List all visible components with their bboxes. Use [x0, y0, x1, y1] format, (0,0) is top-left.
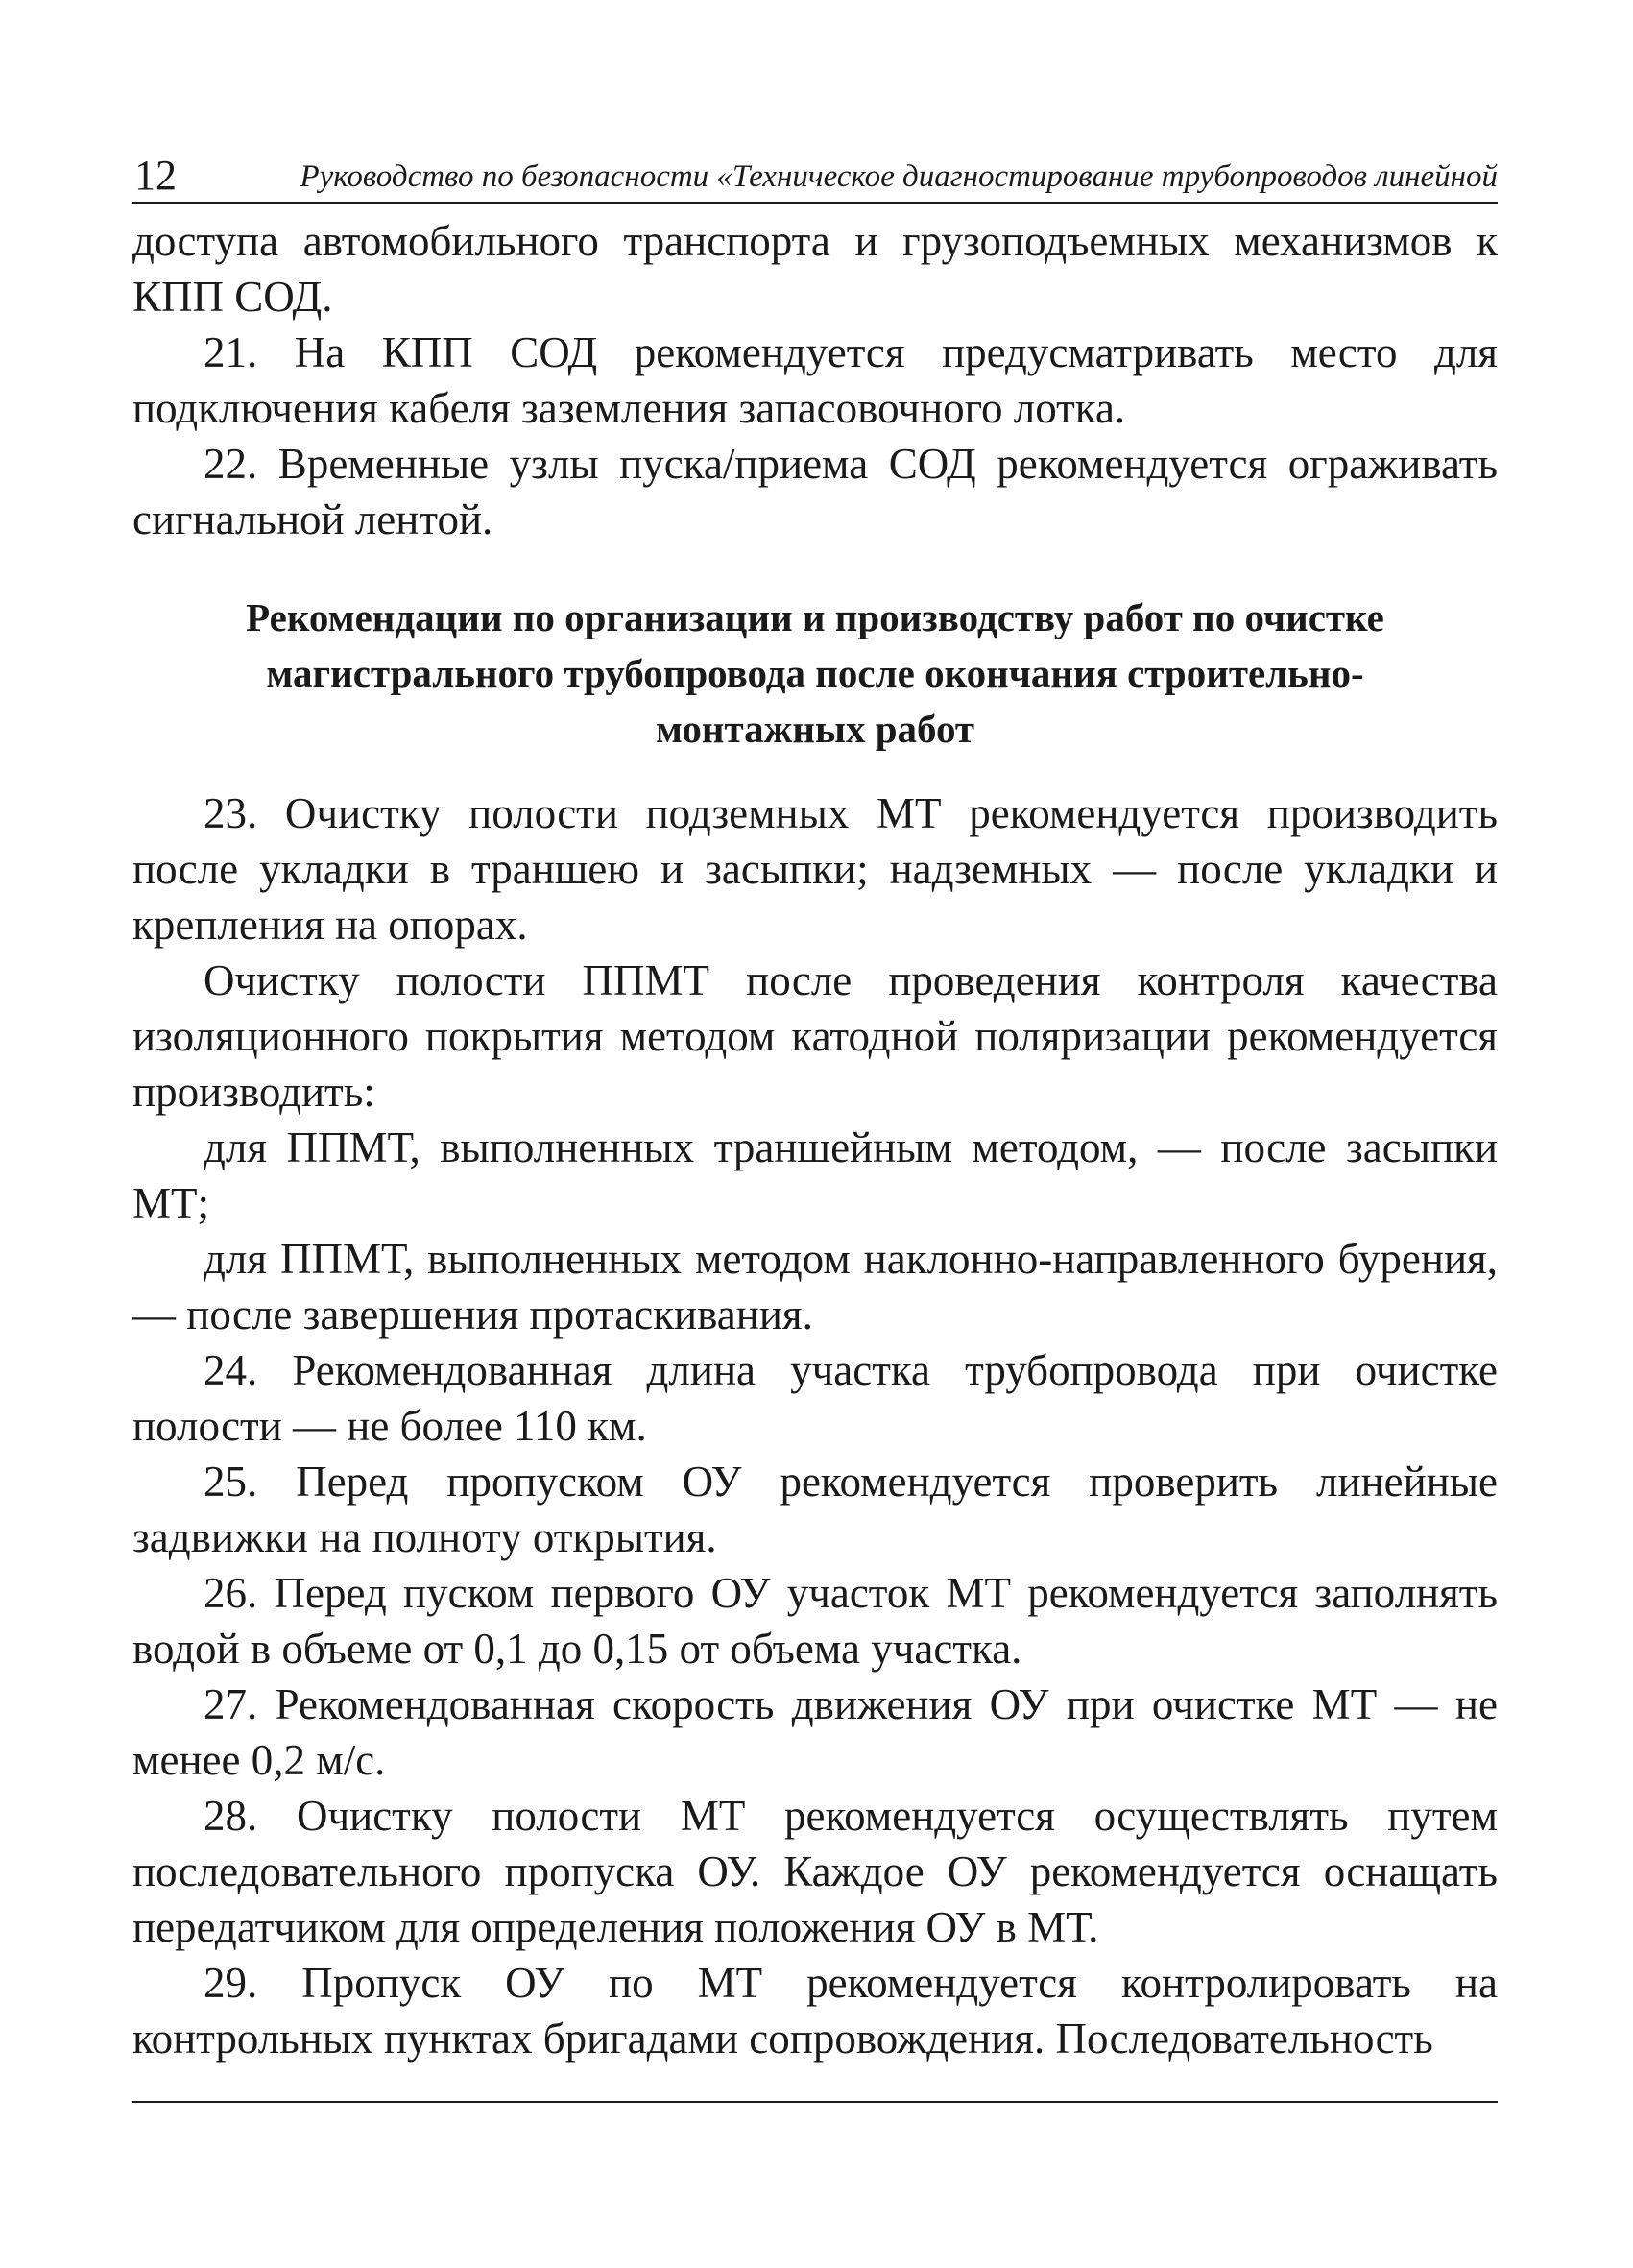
- running-title: Руководство по безопасности «Техническое диагностирование трубопроводов линейной: [300, 159, 1498, 194]
- page-number: 12: [134, 152, 177, 199]
- paragraph: 26. Перед пуском первого ОУ участок МТ рекомендуется заполнять водой в объеме от 0,1 до 0,15 от объема участка.: [132, 1569, 1498, 1673]
- footer-rule: [132, 2101, 1498, 2103]
- paragraph: 28. Очистку полости МТ рекомендуется осуществлять путем последовательного пропуска ОУ. Каждое ОУ рекомендуется оснащать передатчиком для определения положения ОУ в МТ.: [132, 1792, 1498, 1951]
- paragraph: 24. Рекомендованная длина участка трубопровода при очистке полости — не более 110 км.: [132, 1346, 1498, 1450]
- paragraph: 27. Рекомендованная скорость движения ОУ при очистке МТ — не менее 0,2 м/с.: [132, 1680, 1498, 1784]
- paragraph: Очистку полости ППМТ после проведения контроля качества изоляционного покрытия методом катодной поляризации рекомендуется производить:: [132, 956, 1498, 1116]
- paragraph: 25. Перед пропуском ОУ рекомендуется проверить линейные задвижки на полноту открытия.: [132, 1458, 1498, 1561]
- paragraph: для ППМТ, выполненных траншейным методом, — после засыпки МТ;: [132, 1123, 1498, 1227]
- paragraph: для ППМТ, выполненных методом наклонно-направленного бурения, — после завершения протаскивания.: [132, 1235, 1498, 1339]
- paragraph: 29. Пропуск ОУ по МТ рекомендуется контролировать на контрольных пунктах бригадами сопровождения. Последовательность: [132, 1959, 1498, 2063]
- section-heading: Рекомендации по организации и производству работ по очистке магистрального трубопровода после окончания строительно-монтажных работ: [246, 595, 1384, 751]
- page-header: [132, 152, 1498, 205]
- paragraph: 23. Очистку полости подземных МТ рекомендуется производить после укладки в траншею и засыпки; надземных — после укладки и крепления на опорах.: [132, 789, 1498, 949]
- header-rule: [132, 202, 1498, 204]
- paragraph: 21. На КПП СОД рекомендуется предусматривать место для подключения кабеля заземления запасовочного лотка.: [132, 328, 1498, 432]
- paragraph: доступа автомобильного транспорта и грузоподъемных механизмов к КПП СОД.: [132, 217, 1498, 321]
- page-body: [132, 213, 1498, 2066]
- paragraph: 22. Временные узлы пуска/приема СОД рекомендуется ограживать сигнальной лентой.: [132, 440, 1498, 543]
